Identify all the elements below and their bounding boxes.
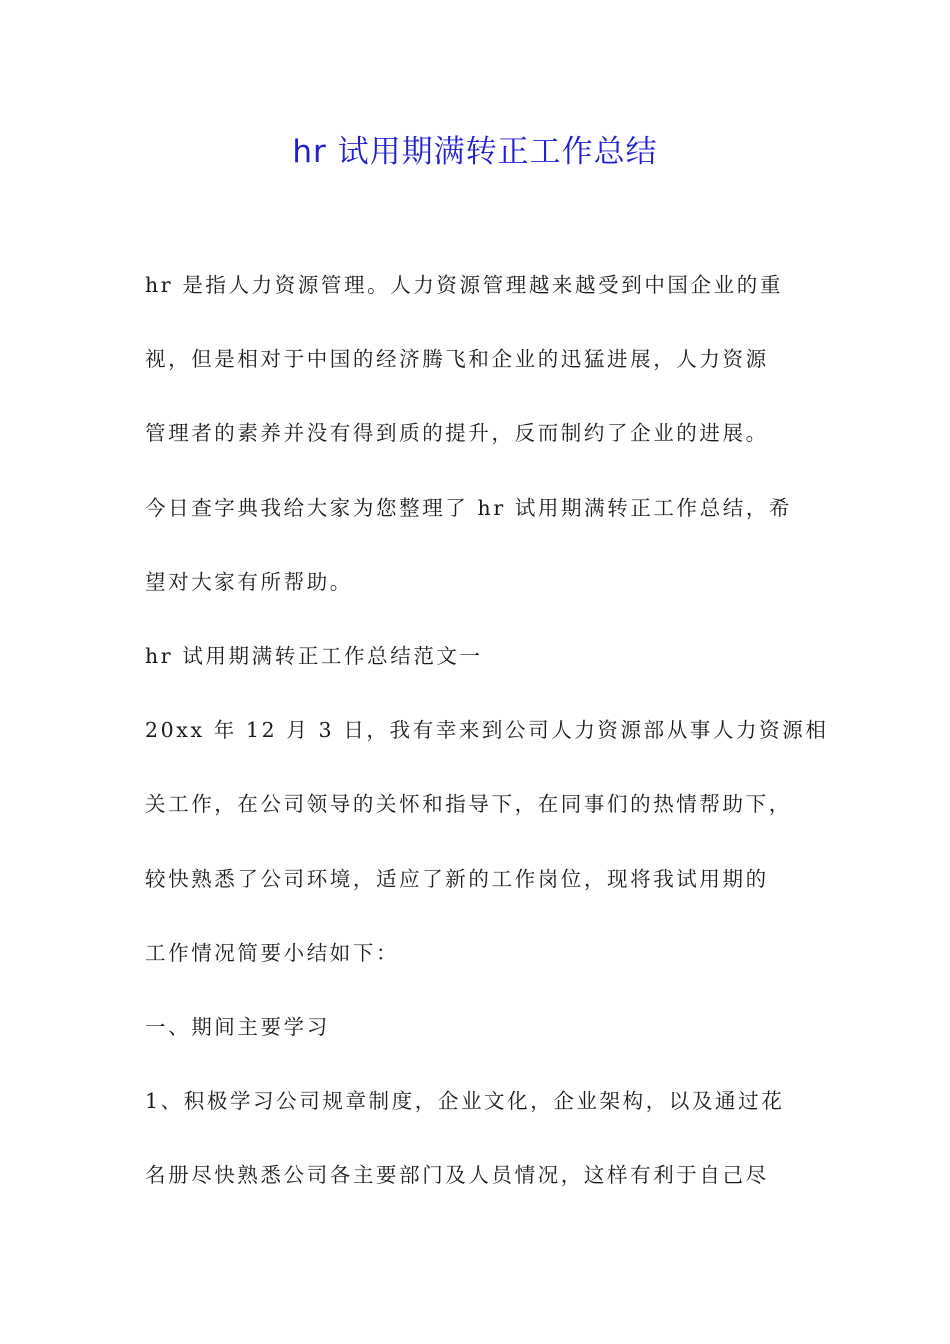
paragraph-line: 视，但是相对于中国的经济腾飞和企业的迅猛进展，人力资源 bbox=[145, 347, 769, 372]
paragraph-line: hr 是指人力资源管理。人力资源管理越来越受到中国企业的重 bbox=[145, 273, 783, 297]
paragraph-line: 20xx 年 12 月 3 日，我有幸来到公司人力资源部从事人力资源相 bbox=[145, 718, 829, 743]
paragraph-line: 关工作，在公司领导的关怀和指导下，在同事们的热情帮助下， bbox=[145, 792, 792, 817]
section-heading: 一、期间主要学习 bbox=[145, 1014, 330, 1039]
paragraph-line: 工作情况简要小结如下： bbox=[145, 940, 400, 965]
paragraph-line: 望对大家有所帮助。 bbox=[145, 569, 353, 594]
paragraph-line: 管理者的素养并没有得到质的提升，反而制约了企业的进展。 bbox=[145, 421, 769, 446]
paragraph-line: 名册尽快熟悉公司各主要部门及人员情况，这样有利于自己尽 bbox=[145, 1163, 769, 1188]
document-title: hr 试用期满转正工作总结 bbox=[292, 134, 658, 170]
paragraph-line: 1、积极学习公司规章制度，企业文化，企业架构，以及通过花 bbox=[145, 1089, 785, 1114]
paragraph-line: 较快熟悉了公司环境，适应了新的工作岗位，现将我试用期的 bbox=[145, 866, 769, 891]
document-body bbox=[145, 265, 829, 1229]
section-heading: hr 试用期满转正工作总结范文一 bbox=[145, 643, 483, 668]
paragraph-line: 今日查字典我给大家为您整理了 hr 试用期满转正工作总结，希 bbox=[145, 495, 793, 520]
